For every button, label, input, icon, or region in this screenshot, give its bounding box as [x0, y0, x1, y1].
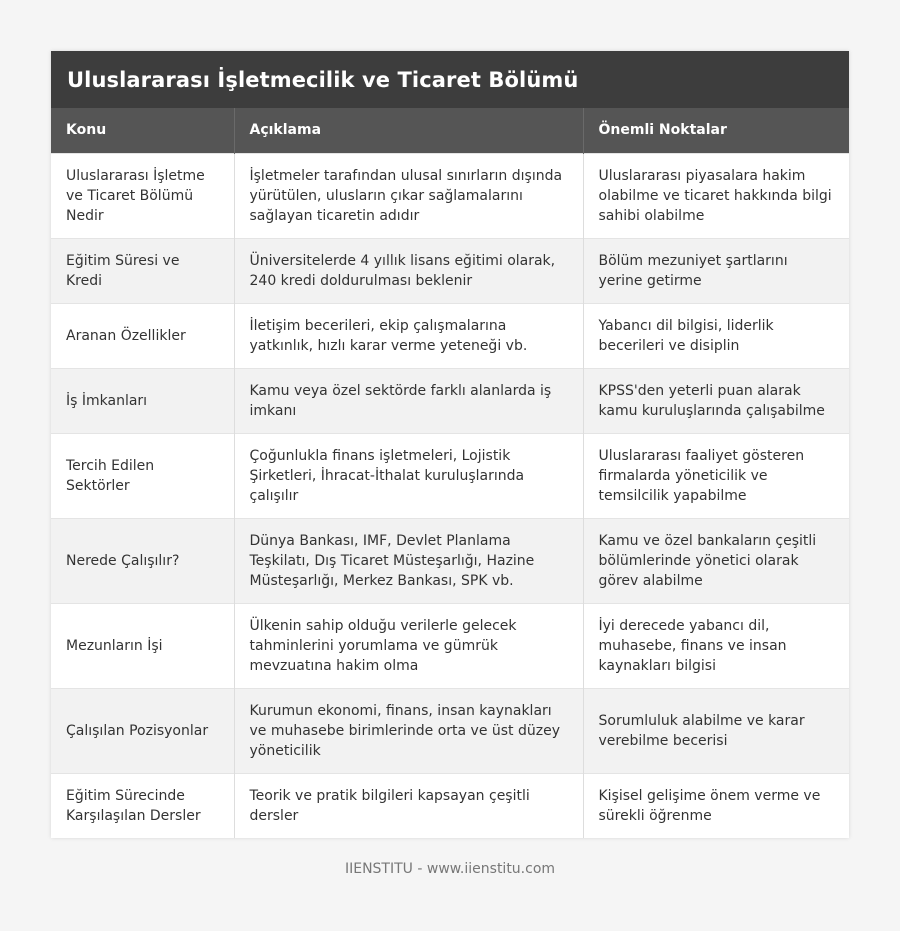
column-header-onemli-noktalar: Önemli Noktalar: [583, 108, 849, 153]
cell-konu: Eğitim Süresi ve Kredi: [51, 238, 234, 303]
cell-aciklama: Çoğunlukla finans işletmeleri, Lojistik Şirketleri, İhracat-İthalat kuruluşlarında çalışılır: [234, 433, 583, 518]
table-row: [51, 688, 849, 773]
cell-konu: Uluslararası İşletme ve Ticaret Bölümü Nedir: [51, 153, 234, 238]
table-row: [51, 238, 849, 303]
cell-onemli-noktalar: Uluslararası faaliyet gösteren firmalarda yöneticilik ve temsilcilik yapabilme: [583, 433, 849, 518]
column-header-aciklama: Açıklama: [234, 108, 583, 153]
cell-onemli-noktalar: Sorumluluk alabilme ve karar verebilme becerisi: [583, 688, 849, 773]
cell-aciklama: İletişim becerileri, ekip çalışmalarına yatkınlık, hızlı karar verme yeteneği vb.: [234, 303, 583, 368]
table-row: [51, 603, 849, 688]
cell-onemli-noktalar: Uluslararası piyasalara hakim olabilme ve ticaret hakkında bilgi sahibi olabilme: [583, 153, 849, 238]
cell-onemli-noktalar: KPSS'den yeterli puan alarak kamu kuruluşlarında çalışabilme: [583, 368, 849, 433]
page-title: Uluslararası İşletmecilik ve Ticaret Bölümü: [67, 67, 579, 92]
cell-konu: Çalışılan Pozisyonlar: [51, 688, 234, 773]
cell-aciklama: Ülkenin sahip olduğu verilerle gelecek tahminlerini yorumlama ve gümrük mevzuatına hakim olma: [234, 603, 583, 688]
cell-onemli-noktalar: Kişisel gelişime önem verme ve sürekli öğrenme: [583, 773, 849, 838]
cell-konu: Eğitim Sürecinde Karşılaşılan Dersler: [51, 773, 234, 838]
table-card: [51, 51, 849, 838]
cell-konu: Aranan Özellikler: [51, 303, 234, 368]
info-table: [51, 108, 849, 838]
table-row: [51, 433, 849, 518]
cell-onemli-noktalar: İyi derecede yabancı dil, muhasebe, finans ve insan kaynakları bilgisi: [583, 603, 849, 688]
table-row: [51, 518, 849, 603]
table-row: [51, 773, 849, 838]
table-row: [51, 368, 849, 433]
table-body: [51, 153, 849, 838]
column-header-konu: Konu: [51, 108, 234, 153]
cell-aciklama: İşletmeler tarafından ulusal sınırların dışında yürütülen, ulusların çıkar sağlamalarını sağlayan ticaretin adıdır: [234, 153, 583, 238]
table-row: [51, 303, 849, 368]
table-header: [51, 108, 849, 153]
cell-aciklama: Üniversitelerde 4 yıllık lisans eğitimi olarak, 240 kredi doldurulması beklenir: [234, 238, 583, 303]
cell-konu: Tercih Edilen Sektörler: [51, 433, 234, 518]
title-bar: [51, 51, 849, 108]
cell-aciklama: Kamu veya özel sektörde farklı alanlarda iş imkanı: [234, 368, 583, 433]
cell-konu: İş İmkanları: [51, 368, 234, 433]
cell-onemli-noktalar: Yabancı dil bilgisi, liderlik becerileri ve disiplin: [583, 303, 849, 368]
cell-aciklama: Kurumun ekonomi, finans, insan kaynakları ve muhasebe birimlerinde orta ve üst düzey yöneticilik: [234, 688, 583, 773]
cell-konu: Nerede Çalışılır?: [51, 518, 234, 603]
footer-credit: IIENSTITU - www.iienstitu.com: [344, 861, 556, 877]
cell-onemli-noktalar: Bölüm mezuniyet şartlarını yerine getirme: [583, 238, 849, 303]
table-row: [51, 153, 849, 238]
cell-konu: Mezunların İşi: [51, 603, 234, 688]
cell-aciklama: Teorik ve pratik bilgileri kapsayan çeşitli dersler: [234, 773, 583, 838]
cell-onemli-noktalar: Kamu ve özel bankaların çeşitli bölümlerinde yönetici olarak görev alabilme: [583, 518, 849, 603]
cell-aciklama: Dünya Bankası, IMF, Devlet Planlama Teşkilatı, Dış Ticaret Müsteşarlığı, Hazine Müsteşarlığı, Merkez Bankası, SPK vb.: [234, 518, 583, 603]
